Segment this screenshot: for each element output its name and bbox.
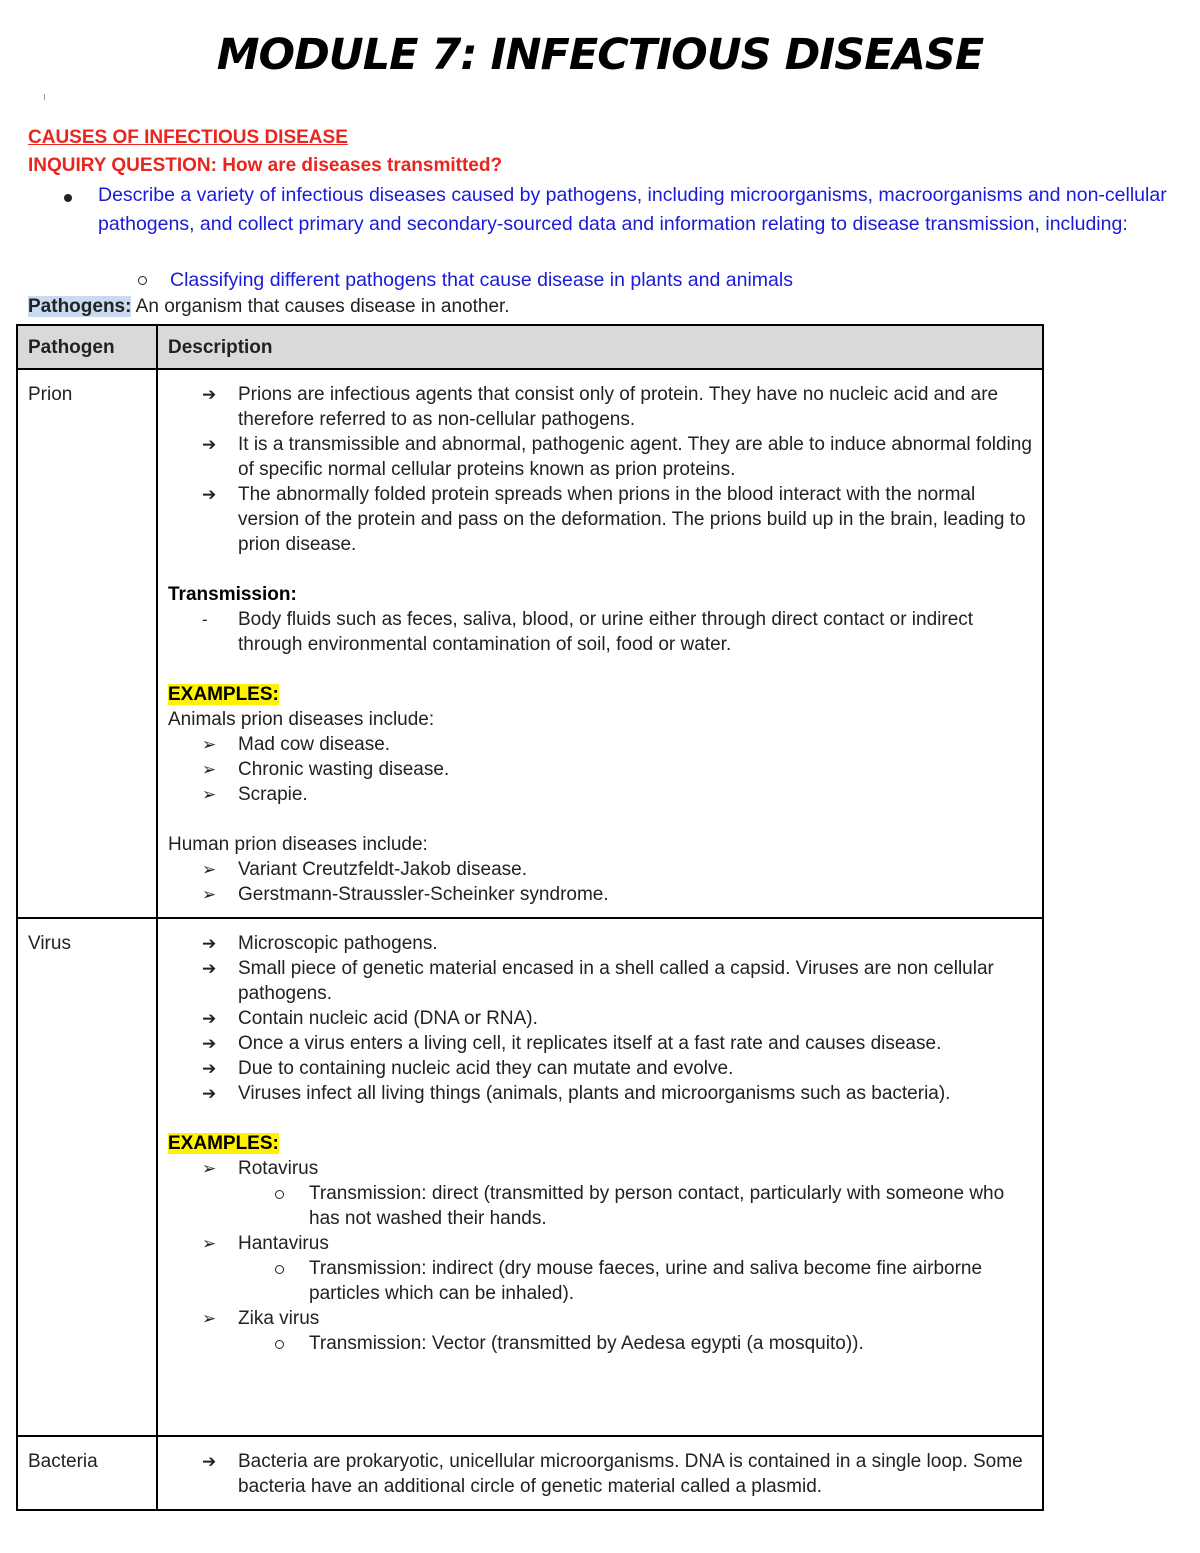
table-header-row (17, 325, 1043, 369)
list-item: Transmission: direct (transmitted by person contact, particularly with someone who has not washed their hands. (168, 1181, 1032, 1231)
transmission-label: Transmission: (168, 584, 297, 605)
list-item: ➔ Due to containing nucleic acid they can mutate and evolve. (202, 1058, 734, 1079)
arrowhead-icon: ➢ (202, 885, 217, 904)
list-item: Transmission: indirect (dry mouse faeces, urine and saliva become fine airborne particles which can be inhaled). (168, 1256, 1032, 1306)
arrow-icon: ➔ (202, 1009, 217, 1028)
list-item: ➔ Prions are infectious agents that consist only of protein. They have no nucleic acid and are therefore referred to as non-cellular pathogens. (202, 384, 999, 430)
list-item: ➔ It is a transmissible and abnormal, pathogenic agent. They are able to induce abnormal folding of specific normal cellular proteins known as prion proteins. (202, 434, 1032, 480)
page-title: MODULE 7: INFECTIOUS DISEASE (216, 30, 984, 80)
table-row-virus (17, 918, 1043, 1436)
list-item: ➢ Chronic wasting disease. (202, 759, 450, 780)
cell-description (157, 918, 1043, 1436)
arrow-icon: ➔ (202, 1034, 217, 1053)
inquiry-question: INQUIRY QUESTION: How are diseases transmitted? (28, 155, 503, 176)
table-row-bacteria (17, 1436, 1043, 1510)
arrow-icon: ➔ (202, 1452, 217, 1471)
bullet-dot-icon (64, 194, 72, 202)
arrow-icon: ➔ (202, 1059, 217, 1078)
examples-label: EXAMPLES: (168, 684, 279, 705)
list-item: ➔ The abnormally folded protein spreads when prions in the blood interact with the normal version of the protein and pass on the deformation. The prions build up in the brain, leading to prion disease. (202, 484, 1026, 555)
list-item: ➔ Viruses infect all living things (animals, plants and microorganisms such as bacteria). (202, 1083, 951, 1104)
animal-intro: Animals prion diseases include: (168, 709, 435, 730)
list-item: Transmission: Vector (transmitted by Aedesa egypti (a mosquito)). (168, 1331, 1032, 1356)
list-item: ➢ Variant Creutzfeldt-Jakob disease. (202, 859, 528, 880)
arrowhead-icon: ➢ (202, 1234, 217, 1253)
definition-text: An organism that causes disease in another. (131, 296, 510, 317)
cell-pathogen-name: Virus (17, 918, 157, 1436)
list-item: ➔ Microscopic pathogens. (202, 933, 438, 954)
list-item: ➔ Small piece of genetic material encased in a shell called a capsid. Viruses are non cellular pathogens. (202, 958, 994, 1004)
arrowhead-icon: ➢ (202, 760, 217, 779)
arrowhead-icon: ➢ (202, 860, 217, 879)
arrow-icon: ➔ (202, 959, 217, 978)
margin-mark (44, 94, 45, 100)
arrow-icon: ➔ (202, 485, 217, 504)
pathogen-table (16, 324, 1044, 1511)
list-item: ➔ Contain nucleic acid (DNA or RNA). (202, 1008, 538, 1029)
outcome-bullet: Describe a variety of infectious diseases caused by pathogens, including microorganisms, macroorganisms and non-cellular pathogens, and collect primary and secondary-sourced data and information relating to disease transmission, including: (98, 184, 1167, 235)
cell-description (157, 1436, 1043, 1510)
arrow-icon: ➔ (202, 435, 217, 454)
arrow-icon: ➔ (202, 934, 217, 953)
circle-bullet-icon (275, 1265, 284, 1274)
table-row-prion (17, 369, 1043, 918)
arrowhead-icon: ➢ (202, 1159, 217, 1178)
arrowhead-icon: ➢ (202, 1309, 217, 1328)
list-item: ➢ Scrapie. (202, 784, 308, 805)
list-item: ➢ Zika virus (202, 1308, 320, 1329)
circle-bullet-icon (275, 1340, 284, 1349)
arrowhead-icon: ➢ (202, 785, 217, 804)
header-description: Description (157, 325, 1043, 369)
pathogen-definition (28, 296, 510, 318)
arrow-icon: ➔ (202, 1084, 217, 1103)
header-pathogen: Pathogen (17, 325, 157, 369)
list-item: ➔ Once a virus enters a living cell, it replicates itself at a fast rate and causes disease. (202, 1033, 942, 1054)
list-item: ➢ Rotavirus (202, 1158, 319, 1179)
examples-label: EXAMPLES: (168, 1133, 279, 1154)
arrow-icon: ➔ (202, 385, 217, 404)
bullet-circle-icon (138, 276, 147, 285)
section-heading: CAUSES OF INFECTIOUS DISEASE (28, 127, 348, 148)
definition-term: Pathogens: (28, 296, 132, 317)
cell-pathogen-name: Prion (17, 369, 157, 918)
outcome-sub-bullet: Classifying different pathogens that cause disease in plants and animals (170, 269, 793, 291)
dash-icon: - (202, 610, 208, 629)
list-item: - Body fluids such as feces, saliva, blood, or urine either through direct contact or indirect through environmental contamination of soil, food or water. (202, 609, 974, 655)
circle-bullet-icon (275, 1190, 284, 1199)
list-item: ➔ Bacteria are prokaryotic, unicellular microorganisms. DNA is contained in a single loop. Some bacteria have an additional circle of genetic material called a plasmid. (202, 1451, 1023, 1497)
list-item: ➢ Hantavirus (202, 1233, 329, 1254)
list-item: ➢ Gerstmann-Straussler-Scheinker syndrome. (202, 884, 609, 905)
cell-pathogen-name: Bacteria (17, 1436, 157, 1510)
human-intro: Human prion diseases include: (168, 834, 428, 855)
list-item: ➢ Mad cow disease. (202, 734, 391, 755)
cell-description (157, 369, 1043, 918)
arrowhead-icon: ➢ (202, 735, 217, 754)
